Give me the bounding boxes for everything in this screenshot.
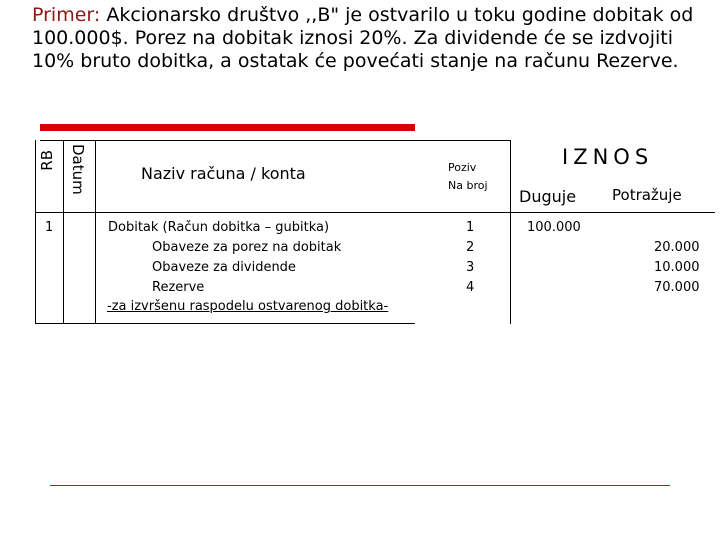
header-datum: Datum [69, 144, 87, 195]
header-poziv-1: Poziv [448, 161, 477, 174]
poziv-value: 4 [466, 280, 475, 295]
intro-body: Akcionarsko društvo ,,B" je ostvarilo u toku godine dobitak od 100.000$. Porez na dobitak iznosi 20%. Za dividende će se izdvojiti 10% bruto dobitka, a ostatak će povećati stanje na računu Rezerve. [32, 4, 694, 72]
potrazuje-value: 20.000 [654, 240, 700, 255]
intro-lead: Primer: [32, 4, 101, 26]
table-row: Obaveze za dividende [152, 260, 296, 275]
table-row: Dobitak (Račun dobitka – gubitka) [108, 220, 330, 235]
potrazuje-value: 10.000 [654, 260, 700, 275]
duguje-value: 100.000 [527, 220, 581, 235]
table-row: Rezerve [152, 280, 205, 295]
col-rule-rb [63, 140, 64, 324]
header-naziv: Naziv računa / konta [141, 164, 306, 183]
intro-text [32, 4, 712, 73]
col-rule-datum [95, 140, 96, 324]
accent-bar [40, 124, 415, 131]
header-rule [35, 212, 715, 213]
header-potrazuje: Potražuje [612, 186, 682, 204]
table-bottom-border [35, 323, 415, 324]
bottom-rule [50, 485, 670, 486]
header-duguje: Duguje [519, 187, 577, 206]
potrazuje-value: 70.000 [654, 280, 700, 295]
row-rb: 1 [45, 220, 54, 235]
table-top-border [40, 140, 510, 141]
table-row: Obaveze za porez na dobitak [152, 240, 342, 255]
poziv-value: 2 [466, 240, 475, 255]
col-rule-poziv [510, 140, 511, 324]
header-poziv-2: Na broj [448, 179, 488, 192]
entry-description: -za izvršenu raspodelu ostvarenog dobitka- [107, 299, 389, 314]
poziv-value: 3 [466, 260, 475, 275]
header-iznos: IZNOS [562, 145, 654, 169]
col-rule-left [35, 140, 36, 324]
header-rb: RB [38, 150, 56, 171]
poziv-value: 1 [466, 220, 475, 235]
